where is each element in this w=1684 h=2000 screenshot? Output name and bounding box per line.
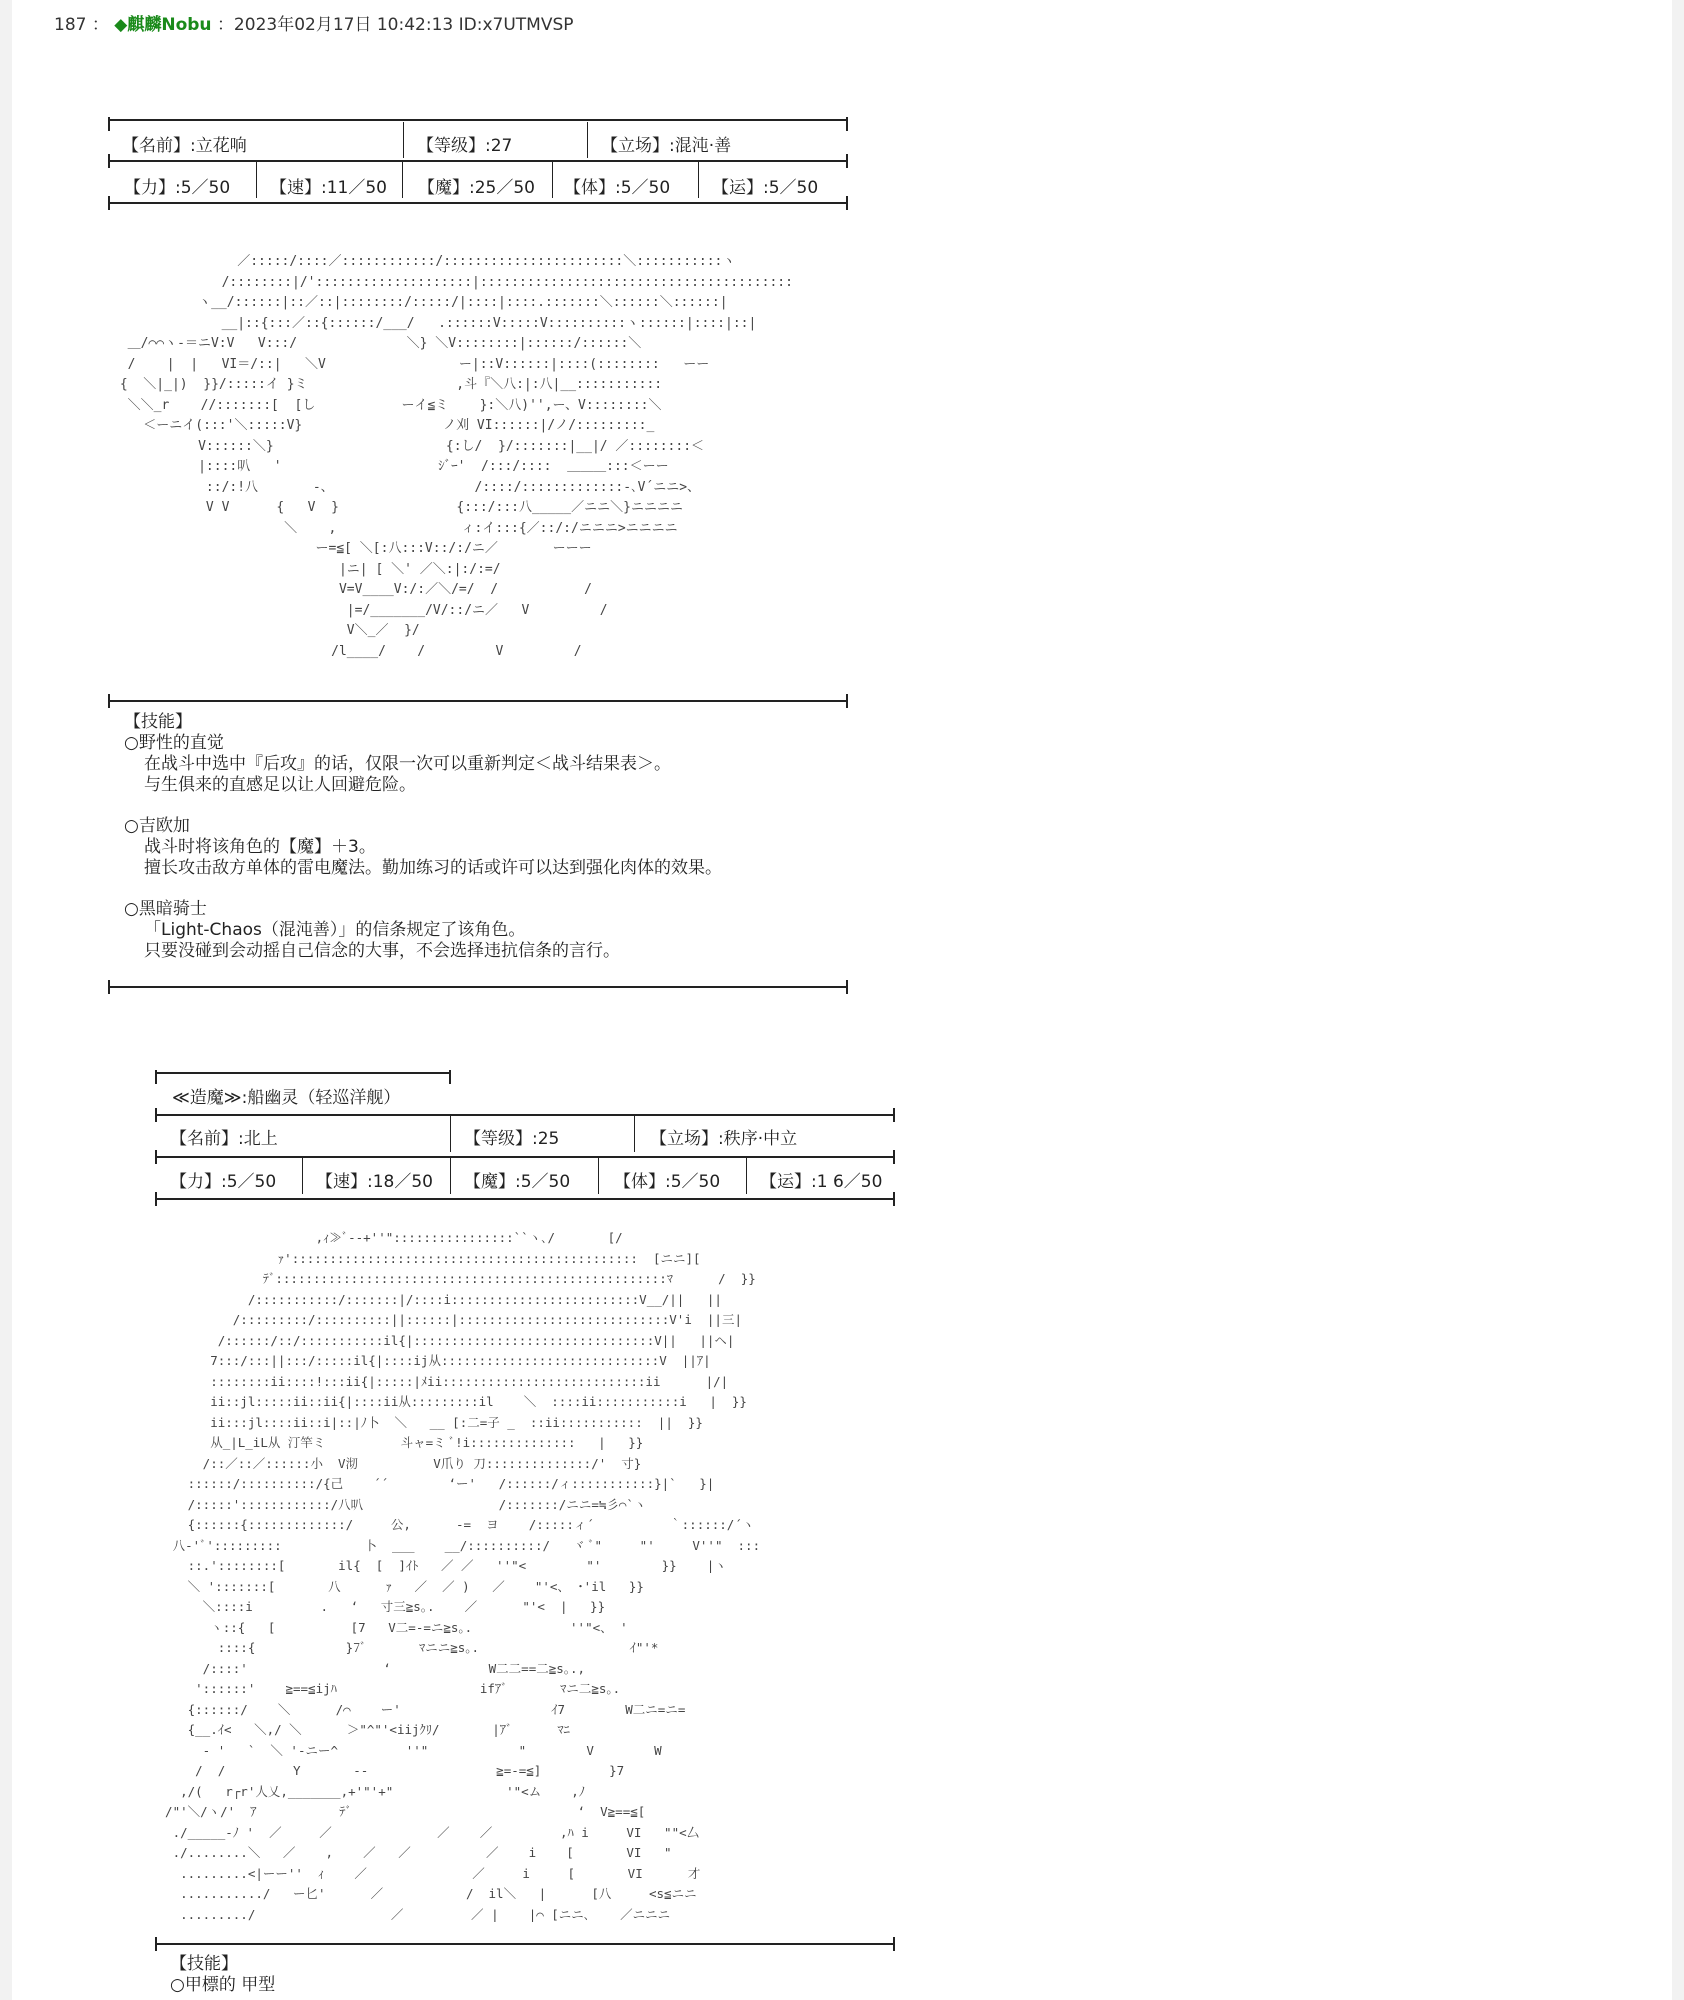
card1-alignment: 【立场】:混沌·善	[601, 136, 732, 156]
card1-divider	[403, 122, 404, 158]
card2-alignment: 【立场】:秩序·中立	[650, 1129, 798, 1149]
ascii-art-figure-2: ,ｨ≫ﾞ--+''"::::::::::::::::``ヽ､/ [/ ｧ':::::::::::::::::::::::::::::::::::::::::::::: [ニニ][ ﾃﾞ::::::::::::::::::::::::::::::::::::::::::::::::::::ﾏ / }} /:::::::::::/:::::::|/::::i:::::::::::::::::::::::::V__/|| || /:::::::::/::::::::::||::::::|::::::::::::::::::::::::::::V'i ||三| /::::::/::/:::::::::::il{|::::::::::::::::::::::::::::::::V|| ||ヘ| 7:::/:::||:::/:::::il{|::::ij从:::::::::::::::::::::::::::::V ||ｱ| ::::::::ii::::!:::ii{|:::::|ﾒii:::::::::::::::::::::::::::ii |/| ii::jl:::::ii::ii{|::::ii从:::::::::il ＼ ::::ii:::::::::::i | }} ii:::jl::::ii::i|::|ﾉ卜 ＼ __ [:二=子 _ ::ii::::::::::: || }} 从_|L_iL从 汀竿ミ 斗ャ=ミ ﾞ!i:::::::::::::: | }} /::／::／::::::小 V沏 V爪り 刀::::::::::::::/' 寸} ::::::/::::::::::/{己 ´´ ‘ー' /::::::/ィ:::::::::::}|` }| /:::::'::::::::::::/八叭 /:::::::/ニニ=≒彡⌒`ヽ {::::::{:::::::::::::/ 公, -= ヨ /:::::ィ´ ｀::::::/´ヽ 八-'ﾞ'::::::::: 卜 ___ __/::::::::::/ ヾ ﾞ" "' V''" ::: ::.'::::::::[ il{ [ ]ｲﾄ ／ ／ ''"< "' }} |ヽ ＼ ':::::::[ 八 ｧ ／ ／ ) ／ "'<、 ･'il }} ＼::::i . ‘ 寸三≧s｡. ／ "'< | }} ヽ::{ [ [7 V二=-=ニ≧s｡. ''"<、 ' ::::{ }7ﾞ ﾏニニ≧s｡. ｲ"'* /::::' ‘ W二二==二≧s｡., '::::::' ≧==≦ijﾊ ifｱﾞ ﾏニ二≧s｡. {::::::/ ＼ /⌒ ー' ｲ7 W二ニ=ニ= {__.ｲ< ＼,/ ＼ ＞"^"'<iijｸﾘ/ |ｱﾞ ﾏﾆ ‐ ' ` ＼ '-ニー^ ''" " V W / / Y -- ≧=-=≦] }7 ,/( r┌r'人乂,_______,+'"'+" '"<ム ,ﾉ /"'＼/ヽ/' ｱ ﾃﾞ ‘ V≧==≦[ ./_____-ﾉ ' ／ ／ ／ ／ ,ﾊ i VI ""<厶 ./........＼ ／ , ／ ／ ／ i [ VI " .........<|ーー'' ｨ ／ ／ i [ VI 才 .........../ ー匕' ／ / il＼ | [八 <s≦ニニ ........./ ／ ／ | |⌒ [ニニ､ ／ニニニ	[165, 1230, 761, 1922]
card2-rule-mid	[155, 1156, 895, 1158]
card1-stat-luck: 【运】:5／50	[712, 178, 819, 198]
skills1-tick	[108, 980, 110, 994]
card2-stat-speed: 【速】:18／50	[316, 1172, 433, 1192]
skill2-desc-line: 擅长攻击敌方单体的雷电魔法。勤加练习的话或许可以达到强化肉体的效果。	[144, 858, 722, 878]
skill-title: ○甲標的 甲型	[170, 1975, 276, 1995]
skill3-title: ○黑暗骑士	[124, 899, 207, 919]
card1-tick	[108, 154, 110, 168]
card1-divider	[256, 162, 257, 198]
card2-divider	[598, 1158, 599, 1194]
post-number: 187	[54, 15, 87, 35]
card2-stat-body: 【体】:5／50	[614, 1172, 721, 1192]
skills-block-2	[170, 1954, 275, 1996]
skills-block-1	[124, 712, 722, 962]
skill3-desc-line: 「Light-Chaos（混沌善）」的信条规定了该角色。	[144, 920, 526, 940]
card2-rule-top	[155, 1114, 895, 1116]
card1-divider	[402, 162, 403, 198]
card2-tick	[449, 1070, 451, 1084]
card1-tick	[846, 154, 848, 168]
skill1-title: ○野性的直觉	[124, 733, 224, 753]
card2-name: 【名前】:北上	[170, 1129, 278, 1149]
skills2-rule-top	[155, 1943, 895, 1945]
card1-divider	[698, 162, 699, 198]
skill2-desc-line: 战斗时将该角色的【魔】＋3。	[144, 837, 376, 857]
card1-stat-speed: 【速】:11／50	[270, 178, 387, 198]
card2-level: 【等级】:25	[464, 1129, 560, 1149]
card1-tick	[846, 196, 848, 210]
card2-tick	[893, 1108, 895, 1122]
skill1-desc-line: 与生俱来的直感足以让人回避危险。	[144, 775, 416, 795]
card2-divider	[634, 1116, 635, 1152]
skills1-heading: 【技能】	[124, 712, 192, 732]
card1-tick	[846, 117, 848, 131]
card2-class-rule	[155, 1072, 451, 1074]
card2-rule-bottom	[155, 1198, 895, 1200]
card1-rule-mid	[108, 160, 848, 162]
card1-stat-body: 【体】:5／50	[564, 178, 671, 198]
skills2-tick	[893, 1937, 895, 1951]
skills2-tick	[155, 1937, 157, 1951]
skill1-desc-line: 在战斗中选中『后攻』的话，仅限一次可以重新判定＜战斗结果表＞。	[144, 754, 671, 774]
card1-rule-bottom	[108, 202, 848, 204]
card2-stat-power: 【力】:5／50	[170, 1172, 277, 1192]
post-separator: ：	[91, 15, 109, 35]
card1-tick	[108, 196, 110, 210]
poster-name-link[interactable]: ◆麒麟Nobu	[114, 15, 212, 35]
skill2-title: ○吉欧加	[124, 816, 190, 836]
card1-tick	[108, 117, 110, 131]
card2-stat-luck: 【运】:1 6／50	[760, 1172, 883, 1192]
card1-stat-power: 【力】:5／50	[124, 178, 231, 198]
skill3-desc-line: 只要没碰到会动摇自己信念的大事，不会选择违抗信条的言行。	[144, 941, 620, 961]
card1-stat-magic: 【魔】:25／50	[418, 178, 535, 198]
post-header	[54, 10, 574, 35]
card2-class-label: ≪造魔≫:船幽灵（轻巡洋舰）	[172, 1088, 401, 1108]
skills1-tick	[846, 980, 848, 994]
card2-tick	[893, 1150, 895, 1164]
card2-divider	[450, 1158, 451, 1194]
card2-divider	[450, 1116, 451, 1152]
card2-tick	[155, 1070, 157, 1084]
card1-name: 【名前】:立花响	[122, 136, 247, 156]
card2-stat-magic: 【魔】:5／50	[464, 1172, 571, 1192]
card2-divider	[746, 1158, 747, 1194]
card2-tick	[155, 1108, 157, 1122]
card2-tick	[155, 1192, 157, 1206]
skills1-rule-bottom	[108, 986, 848, 988]
card2-divider	[302, 1158, 303, 1194]
card1-divider	[587, 122, 588, 158]
card2-tick	[155, 1150, 157, 1164]
skills1-rule-top	[108, 700, 848, 702]
skills2-heading: 【技能】	[170, 1954, 238, 1974]
ascii-art-figure-1: ／:::::/::::／::::::::::::/:::::::::::::::::::::::＼:::::::::::ヽ /::::::::|/'::::::::::::::::::::|:::::::::::::::::::::::::::::::::::::::: ヽ__/::::::|::／::|::::::::/:::::/|::::|::::.:::::::＼::::::＼::::::| __|::{:::／::{::::::/___/ .::::::V:::::V::::::::::ヽ::::::|::::|::| ＿/⌒⌒ヽ-＝ニV:V V:::/ ＼} ＼V::::::::|::::::/::::::＼ / | | VI＝/::| ＼V ー|::V::::::|::::(:::::::: ーー { ＼|_|) }}/:::::イ }ミ ,斗『＼八:|:八|__::::::::::: ＼＼_r //:::::::[ [し ーイ≦ミ }:＼八)'',ー、V::::::::＼ ＜ーニイ(:::'＼:::::V} ノ刈 VI::::::|/ノ/:::::::::_ V::::::＼} {:し/ }/:::::::|__|/ ／::::::::＜ |::::叭 ' ｼﾞｰ' /:::/:::: ＿＿＿:::＜ーー ::/:!八 -、 /::::/:::::::::::::-､V´ニニ>、 V V { V } {:::/:::八_____／ニニ＼}ニニニニ ＼ , ィ:イ:::{／::/:/ニニニ>ニニニニ ー=≦[ ＼[:八:::V::/:/ニ／ ーーー |ニ| [ ＼' ／＼:|:/:=/ V=V____V:/:／＼/=/ / / |=/_______/V/::/ニ／ V / V＼_／ }/ /l____/ / V /	[119, 254, 793, 659]
post-meta: ：2023年02月17日 10:42:13 ID:x7UTMVSP	[216, 15, 574, 35]
card1-divider	[552, 162, 553, 198]
card2-tick	[893, 1192, 895, 1206]
skills1-tick	[846, 694, 848, 708]
card1-level: 【等级】:27	[417, 136, 513, 156]
card1-rule-top	[108, 119, 848, 121]
skills1-tick	[108, 694, 110, 708]
